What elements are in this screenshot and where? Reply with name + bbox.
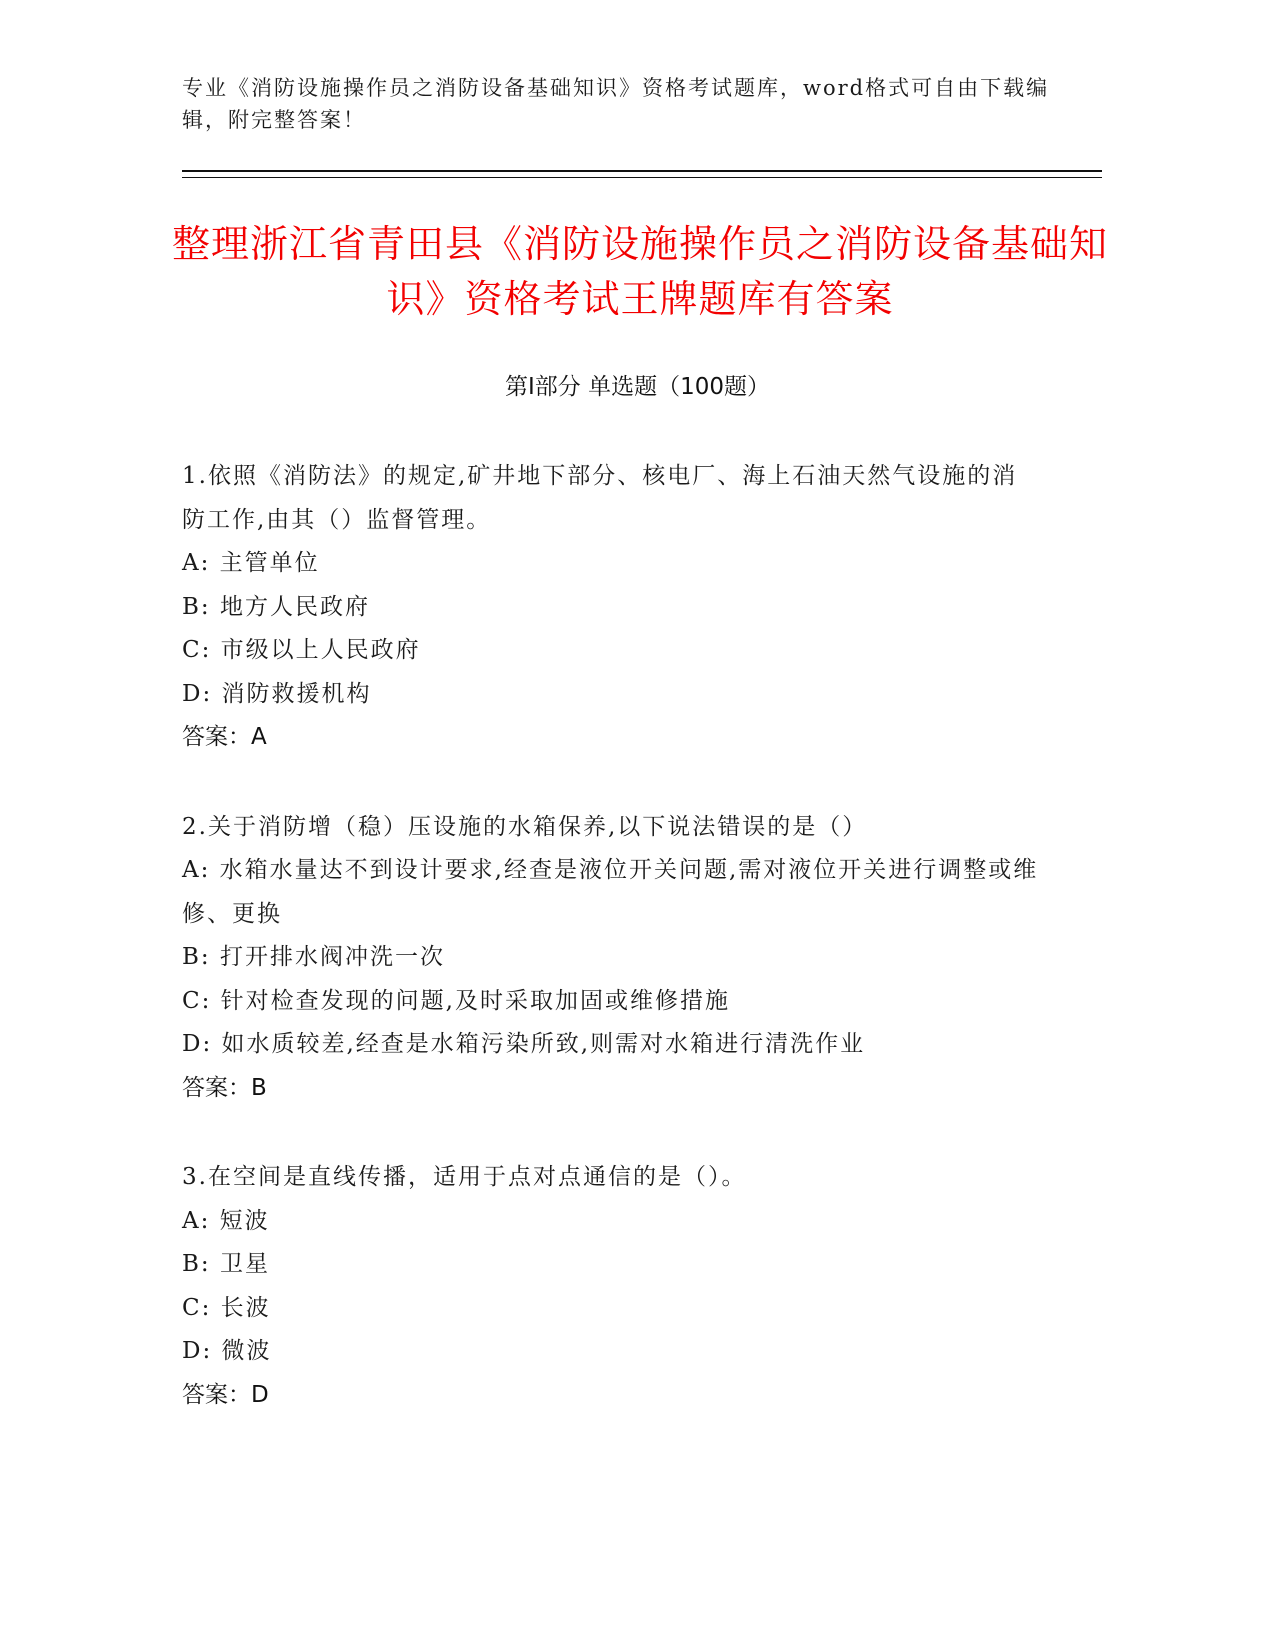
option-b: B: 地方人民政府 [182,593,370,620]
option-c: C: 针对检查发现的问题,及时采取加固或维修措施 [182,987,730,1014]
answer-text: 答案：A [182,724,267,750]
question-list [182,455,1042,1463]
header-divider-thin [182,177,1102,178]
document-title: 整理浙江省青田县《消防设施操作员之消防设备基础知识》资格考试王牌题库有答案 [171,222,1108,321]
option-b: B: 卫星 [182,1251,270,1277]
option-d: D: 如水质较差,经查是水箱污染所致,则需对水箱进行清洗作业 [182,1031,866,1057]
question-block [182,806,1042,1111]
question-block [182,1156,1042,1417]
option-a: A: 主管单位 [182,550,320,576]
answer-text: 答案：B [182,1074,267,1101]
section-heading: 第Ⅰ部分 单选题（100题） [505,374,770,400]
option-c: C: 市级以上人民政府 [182,637,421,663]
option-c: C: 长波 [182,1294,271,1321]
question-text: 3.在空间是直线传播，适用于点对点通信的是（）。 [182,1164,747,1190]
option-b: B: 打开排水阀冲洗一次 [182,944,445,970]
answer-text: 答案：D [182,1381,269,1408]
option-a: A: 水箱水量达不到设计要求,经查是液位开关问题,需对液位开关进行调整或维修、更换 [182,857,1039,927]
question-block [182,455,1042,760]
option-d: D: 消防救援机构 [182,680,372,707]
intro-text: 专业《消防设施操作员之消防设备基础知识》资格考试题库，word格式可自由下载编辑，附完整答案！ [182,76,1050,132]
option-d: D: 微波 [182,1338,272,1364]
question-text: 2.关于消防增（稳）压设施的水箱保养,以下说法错误的是（） [182,813,868,840]
option-a: A: 短波 [182,1207,270,1234]
header-divider [182,170,1102,172]
question-text: 1.依照《消防法》的规定,矿井地下部分、核电厂、海上石油天然气设施的消防工作,由其（）监督管理。 [182,463,1018,533]
